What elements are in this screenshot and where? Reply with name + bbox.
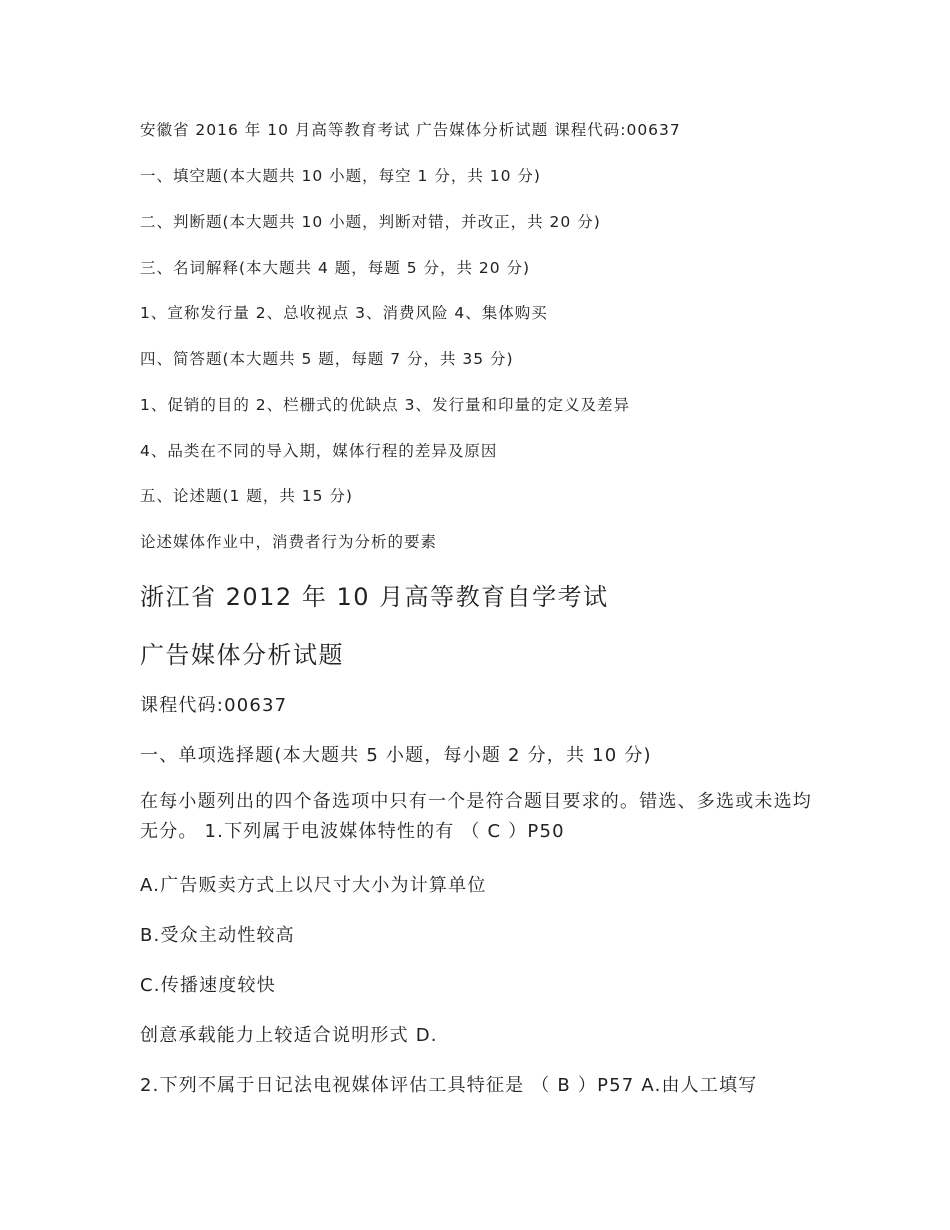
section-essay-heading: 五、论述题(1 题，共 15 分) <box>140 487 353 505</box>
single-choice-instructions: 在每小题列出的四个备选项中只有一个是符合题目要求的。错选、多选或未选均无分。 1.下列属于电波媒体特性的有 （ C ）P50 <box>140 791 812 842</box>
question-1-option-c: C.传播速度较快 <box>140 975 276 996</box>
question-1-option-d: 创意承载能力上较适合说明形式 D. <box>140 1025 438 1046</box>
course-code: 课程代码:00637 <box>140 695 288 716</box>
short-answer-items-2: 4、品类在不同的导入期，媒体行程的差异及原因 <box>140 442 498 460</box>
section-single-choice-heading: 一、单项选择题(本大题共 5 小题，每小题 2 分，共 10 分) <box>140 745 652 766</box>
exam-title-anhui: 安徽省 2016 年 10 月高等教育考试 广告媒体分析试题 课程代码:00637 <box>140 121 681 139</box>
short-answer-items-1: 1、促销的目的 2、栏栅式的优缺点 3、发行量和印量的定义及差异 <box>140 396 630 414</box>
question-2: 2.下列不属于日记法电视媒体评估工具特征是 （ B ）P57 A.由人工填写 <box>140 1075 758 1096</box>
question-1-option-a: A.广告贩卖方式上以尺寸大小为计算单位 <box>140 875 487 896</box>
section-true-false-heading: 二、判断题(本大题共 10 小题，判断对错，并改正，共 20 分) <box>140 213 601 231</box>
essay-question: 论述媒体作业中，消费者行为分析的要素 <box>140 533 438 551</box>
question-1-option-b: B.受众主动性较高 <box>140 925 295 946</box>
exam-subject-title: 广告媒体分析试题 <box>140 641 344 669</box>
section-fill-blank-heading: 一、填空题(本大题共 10 小题，每空 1 分，共 10 分) <box>140 167 541 185</box>
section-short-answer-heading: 四、简答题(本大题共 5 题，每题 7 分，共 35 分) <box>140 350 514 368</box>
term-definition-items: 1、宣称发行量 2、总收视点 3、消费风险 4、集体购买 <box>140 304 548 322</box>
exam-title-zhejiang: 浙江省 2012 年 10 月高等教育自学考试 <box>140 583 609 611</box>
section-term-definition-heading: 三、名词解释(本大题共 4 题，每题 5 分，共 20 分) <box>140 259 531 277</box>
